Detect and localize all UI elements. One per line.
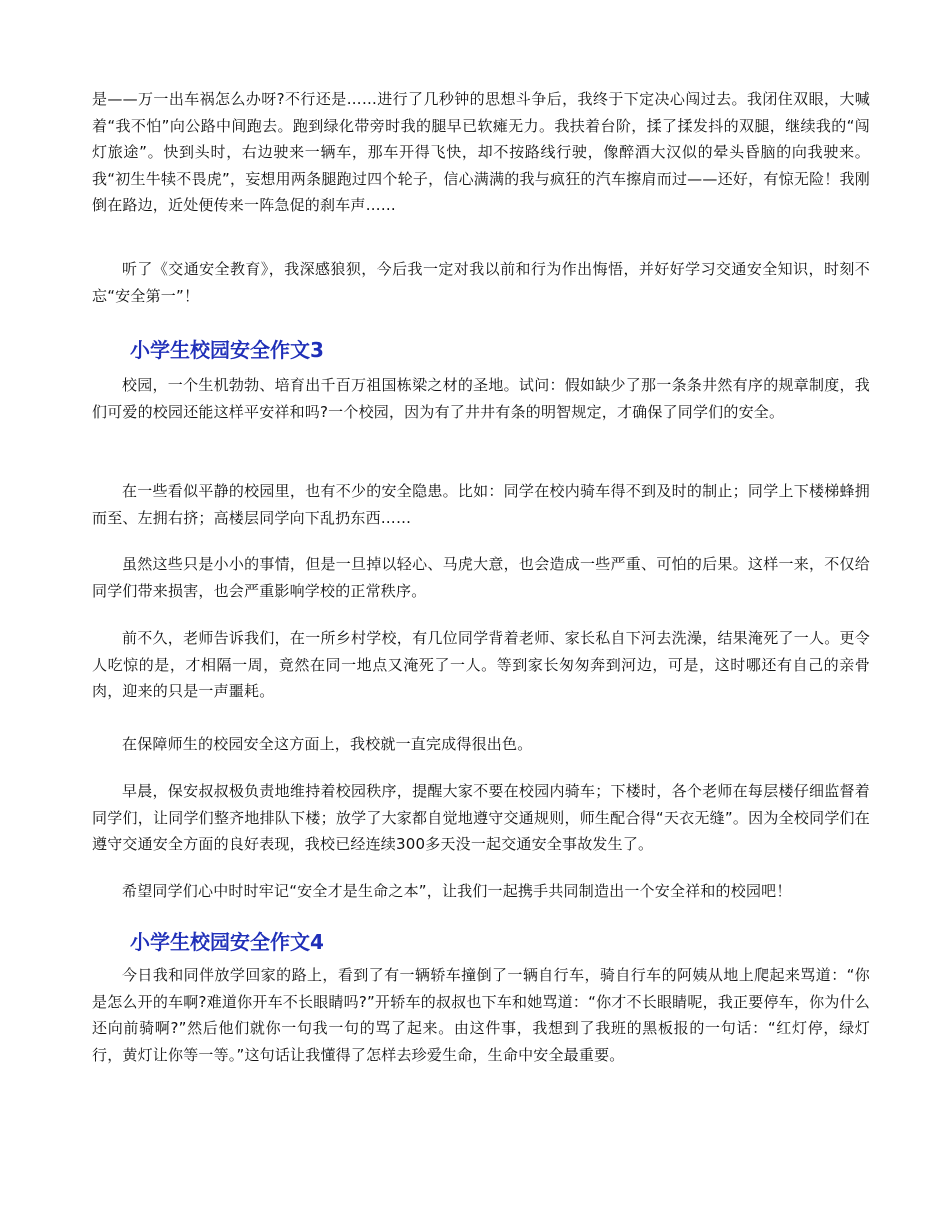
section-heading-essay-3: 小学生校园安全作文3 xyxy=(130,338,324,362)
paragraph: 在保障师生的校园安全这方面上，我校就一直完成得很出色。 xyxy=(122,735,533,753)
essay3-paragraph-2 xyxy=(92,478,870,531)
paragraph: 希望同学们心中时时牢记“安全才是生命之本”，让我们一起携手共同制造出一个安全祥和的校园吧！ xyxy=(122,882,792,900)
paragraph: 是——万一出车祸怎么办呀?不行还是……进行了几秒钟的思想斗争后，我终于下定决心闯过去。我闭住双眼，大喊着“我不怕”向公路中间跑去。跑到绿化带旁时我的腿早已软瘫无力。我扶着台阶，揉了揉发抖的双腿，继续我的“闯灯旅途”。快到头时，右边驶来一辆车，那车开得飞快，却不按路线行驶，像醉酒大汉似的晕头昏脑的向我驶来。我“初生牛犊不畏虎”，妄想用两条腿跑过四个轮子，信心满满的我与疯狂的汽车擦肩而过——还好，有惊无险！我刚倒在路边，近处便传来一阵急促的刹车声…… xyxy=(92,90,870,215)
essay2-closing-paragraph xyxy=(92,86,870,219)
paragraph: 早晨，保安叔叔极负责地维持着校园秩序，提醒大家不要在校园内骑车；下楼时，各个老师在每层楼仔细监督着同学们，让同学们整齐地排队下楼；放学了大家都自觉地遵守交通规则，师生配合得“天衣无缝”。因为全校同学们在遵守交通安全方面的良好表现，我校已经连续300多天没一起交通安全事故发生了。 xyxy=(92,782,870,854)
essay3-paragraph-1 xyxy=(92,372,870,425)
essay3-paragraph-6 xyxy=(92,778,870,858)
paragraph: 今日我和同伴放学回家的路上，看到了有一辆轿车撞倒了一辆自行车，骑自行车的阿姨从地上爬起来骂道：“你是怎么开的车啊?难道你开车不长眼睛吗?”开轿车的叔叔也下车和她骂道：“你才不长眼睛呢，我正要停车，你为什么还向前骑啊?”然后他们就你一句我一句的骂了起来。由这件事，我想到了我班的黑板报的一句话：“红灯停，绿灯行，黄灯让你等一等。”这句话让我懂得了怎样去珍爱生命，生命中安全最重要。 xyxy=(92,966,870,1064)
paragraph: 虽然这些只是小小的事情，但是一旦掉以轻心、马虎大意，也会造成一些严重、可怕的后果。这样一来，不仅给同学们带来损害，也会严重影响学校的正常秩序。 xyxy=(92,555,870,600)
essay3-paragraph-4 xyxy=(92,625,870,705)
essay3-paragraph-7 xyxy=(92,878,870,905)
essay4-paragraph-1 xyxy=(92,962,870,1068)
paragraph: 校园，一个生机勃勃、培育出千百万祖国栋梁之材的圣地。试问：假如缺少了那一条条井然有序的规章制度，我们可爱的校园还能这样平安祥和吗?一个校园，因为有了井井有条的明智规定，才确保了同学们的安全。 xyxy=(92,376,870,421)
paragraph: 前不久，老师告诉我们，在一所乡村学校，有几位同学背着老师、家长私自下河去洗澡，结果淹死了一人。更令人吃惊的是，才相隔一周，竟然在同一地点又淹死了一人。等到家长匆匆奔到河边，可是，这时哪还有自己的亲骨肉，迎来的只是一声噩耗。 xyxy=(92,629,870,701)
essay2-conclusion xyxy=(92,256,870,309)
paragraph: 在一些看似平静的校园里，也有不少的安全隐患。比如：同学在校内骑车得不到及时的制止；同学上下楼梯蜂拥而至、左拥右挤；高楼层同学向下乱扔东西…… xyxy=(92,482,870,527)
essay3-paragraph-5 xyxy=(92,731,870,758)
essay3-paragraph-3 xyxy=(92,551,870,604)
paragraph: 听了《交通安全教育》，我深感狼狈，今后我一定对我以前和行为作出悔悟，并好好学习交通安全知识，时刻不忘“安全第一”！ xyxy=(92,260,870,305)
section-heading-essay-4: 小学生校园安全作文4 xyxy=(130,930,324,954)
